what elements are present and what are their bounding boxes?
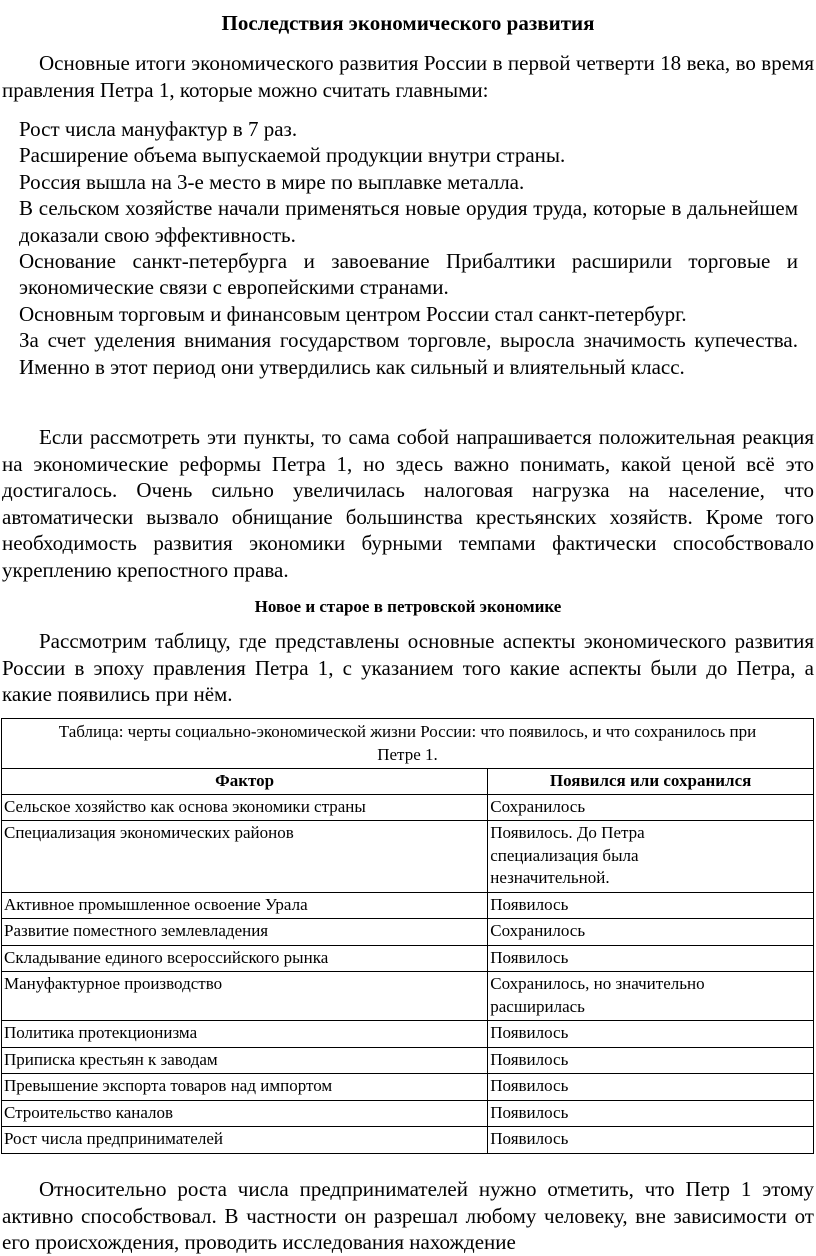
status-cell: Сохранилось, но значительно расширилась (488, 972, 814, 1021)
table-row (2, 919, 814, 946)
factor-cell: Строительство каналов (2, 1100, 488, 1127)
table-header-row (2, 769, 814, 795)
factor-cell: Развитие поместного землевладения (2, 919, 488, 946)
table-row (2, 1047, 814, 1074)
list-item: Рост числа мануфактур в 7 раз. (19, 117, 298, 141)
list-item: Россия вышла на 3-е место в мире по выплавке металла. (19, 169, 525, 194)
header-status: Появился или сохранился (488, 769, 814, 795)
factors-table (1, 718, 814, 1154)
table-row (2, 821, 814, 893)
status-cell: Сохранилось (488, 919, 814, 946)
reaction-paragraph: Если рассмотреть эти пункты, то сама собой напрашивается положительная реакция на экономические реформы Петра 1, но здесь важно понимать, какой ценой всё это достигалось. Очень сильно увеличилась налоговая нагрузка на население, что автоматически вызвало обнищание большинства крестьянских хозяйств. Кроме того необходимость развития экономики бурными темпами фактически способствовало укреплению крепостного права. (2, 425, 814, 582)
status-cell: Появилось (488, 892, 814, 919)
closing-paragraph: Относительно роста числа предпринимателей нужно отметить, что Петр 1 этому активно способствовал. В частности он разрешал любому человеку, вне зависимости от его происхождения, проводить исследования нахождение (2, 1177, 814, 1254)
intro-paragraph: Основные итоги экономического развития России в первой четверти 18 века, во время правления Петра 1, которые можно считать главными: (2, 51, 814, 102)
status-cell: Появилось (488, 1047, 814, 1074)
table-row (2, 972, 814, 1021)
table-intro-paragraph: Рассмотрим таблицу, где представлены основные аспекты экономического развития России в эпоху правления Петра 1, с указанием того какие аспекты были до Петра, а какие появились при нём. (2, 629, 814, 706)
list-item: Основным торговым и финансовым центром России стал санкт-петербург. (19, 301, 687, 326)
table-row (2, 892, 814, 919)
factor-cell: Специализация экономических районов (2, 821, 488, 893)
table-caption: Таблица: черты социально-экономической жизни России: что появилось, и что сохранилось при Петре 1. (2, 719, 814, 769)
status-cell: Появилось (488, 1021, 814, 1048)
factor-cell: Превышение экспорта товаров над импортом (2, 1074, 488, 1101)
status-cell: Сохранилось (488, 794, 814, 821)
results-list (19, 116, 798, 380)
factor-cell: Мануфактурное производство (2, 972, 488, 1021)
table-caption-row (2, 719, 814, 769)
list-item: За счет уделения внимания государством торговле, выросла значимость купечества. Именно в этот период они утвердились как сильный и влиятельный класс. (19, 328, 798, 379)
table-row (2, 1100, 814, 1127)
list-item: Расширение объема выпускаемой продукции внутри страны. (19, 143, 566, 168)
table-row (2, 1127, 814, 1154)
factor-cell: Активное промышленное освоение Урала (2, 892, 488, 919)
list-item: Основание санкт-петербурга и завоевание Прибалтики расширили торговые и экономические связи с европейскими странами. (19, 249, 798, 300)
table-row (2, 1074, 814, 1101)
factor-cell: Политика протекционизма (2, 1021, 488, 1048)
factor-cell: Сельское хозяйство как основа экономики страны (2, 794, 488, 821)
table-row (2, 794, 814, 821)
header-factor: Фактор (2, 769, 488, 795)
table-row (2, 945, 814, 972)
status-cell: Появилось (488, 1100, 814, 1127)
section-title: Новое и старое в петровской экономике (254, 597, 562, 616)
table-row (2, 1021, 814, 1048)
factor-cell: Рост числа предпринимателей (2, 1127, 488, 1154)
list-item: В сельском хозяйстве начали применяться новые орудия труда, которые в дальнейшем доказали свою эффективность. (19, 196, 798, 247)
status-cell: Появилось (488, 945, 814, 972)
factor-cell: Приписка крестьян к заводам (2, 1047, 488, 1074)
status-cell: Появилось. До Петра специализация была незначительной. (488, 821, 814, 893)
factor-cell: Складывание единого всероссийского рынка (2, 945, 488, 972)
status-cell: Появилось (488, 1127, 814, 1154)
status-cell: Появилось (488, 1074, 814, 1101)
document-title: Последствия экономического развития (221, 11, 595, 35)
